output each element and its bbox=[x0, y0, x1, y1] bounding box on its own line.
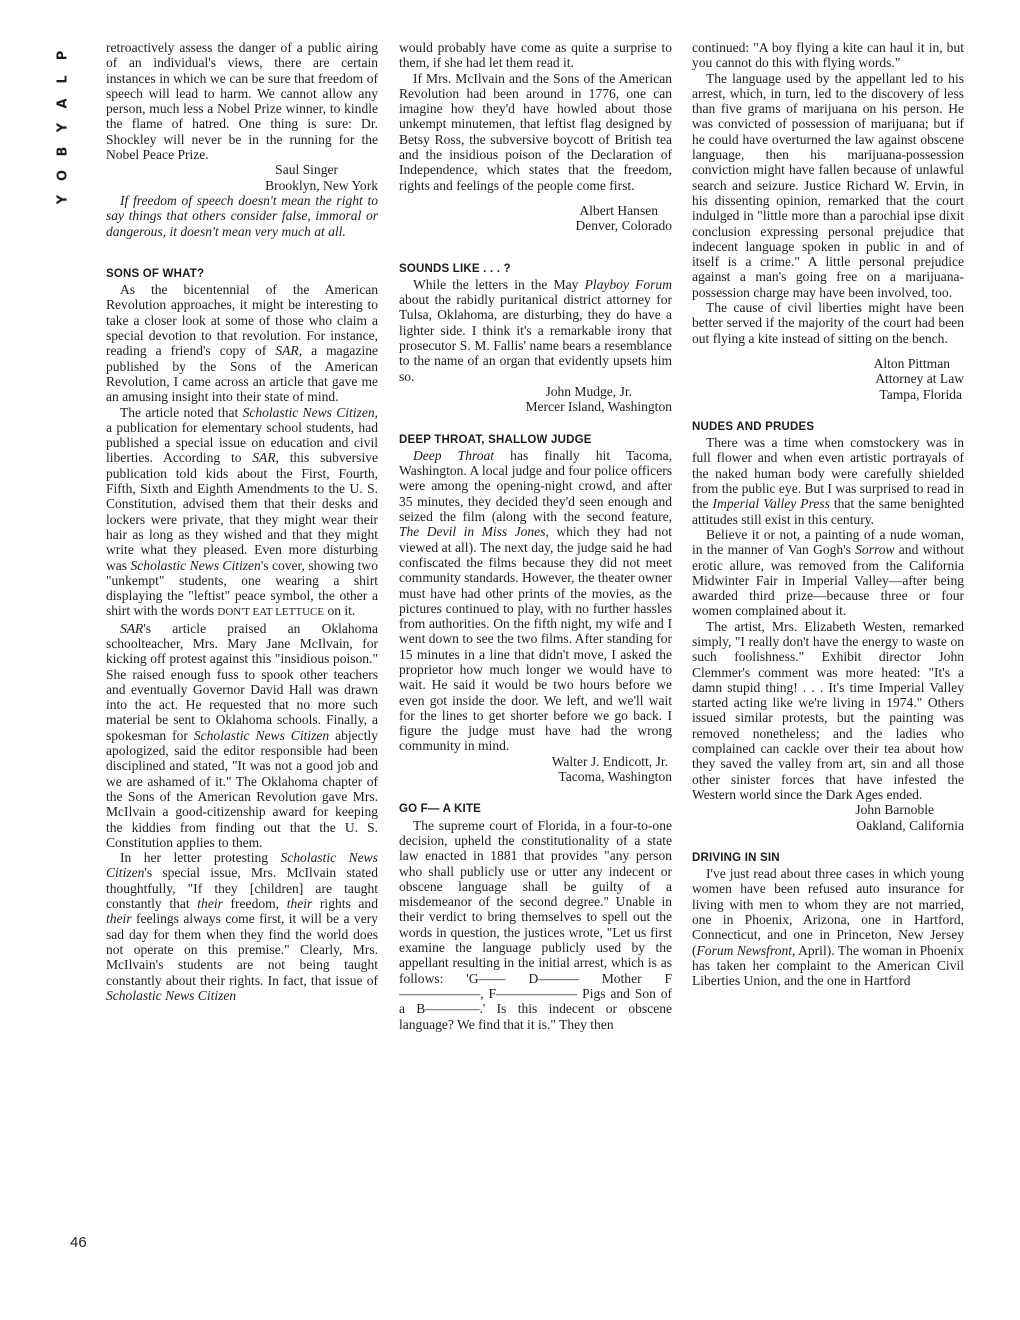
signature-name: Albert Hansen bbox=[579, 202, 658, 218]
runner-letter: P bbox=[55, 50, 71, 61]
letter-paragraph: Believe it or not, a painting of a nude woman, in the manner of Van Gogh's Sorrow and without erotic allure, was removed from the California Midwinter Fair in Imperial Valley—after being awarded third prize—because three or four women complained about it. bbox=[692, 526, 965, 619]
letter-paragraph: retroactively assess the danger of a public airing of an individual's views, there are certain instances in which we can be sure that freedom of speech will lead to harm. We cannot allow any person, much less a Nobel Prize winner, to kindle the flame of hatred. One thing is sure: Dr. Shockley will never be in the running for the Nobel Peace Prize. bbox=[106, 40, 378, 163]
editor-reply: If freedom of speech doesn't mean the right to say things that others consider false, immoral or dangerous, it doesn't mean very much at all. bbox=[106, 192, 378, 239]
section-heading: DEEP THROAT, SHALLOW JUDGE bbox=[399, 433, 592, 446]
signature-place: Brooklyn, New York bbox=[265, 177, 378, 193]
signature-name: Walter J. Endicott, Jr. bbox=[551, 753, 668, 769]
letter-paragraph: In her letter protesting Scholastic News Citizen's special issue, Mrs. McIlvain stated thoughtfully, "If they [children] are taught constantly that their freedom, their rights and their feelings always come first, it will be a very sad day for them when they find the world does not operate on this premise." Clearly, Mrs. McIlvain's students are not being taught constantly about their rights. In fact, that issue of Scholastic News Citizen bbox=[106, 850, 378, 1003]
letter-paragraph: Deep Throat has finally hit Tacoma, Washington. A local judge and four police officers were among the opening-night crowd, and after 35 minutes, they decided they'd seen enough and seized the film (along with the second feature, The Devil in Miss Jones, which they had not viewed at all). The next day, the judge said he had confiscated the films because they did not meet community standards. However, the theater owner must have had other prints of the movies, as the pictures continued to play, with no further hassles from authorities. On the fifth night, my wife and I went down to see the two films. After standing for 15 minutes in a line that didn't move, I asked the proprietor how much longer we would have to wait. He said it would be two hours before we even got inside the door. We left, and we'll wait for the lines to get shorter before we go back. I figure the judge must have had the wrong community in mind. bbox=[399, 447, 673, 754]
letter-paragraph: While the letters in the May Playboy Forum about the rabidly puritanical district attorney for Tulsa, Oklahoma, are disturbing, they do have a lighter side. I think it's a remarkable irony that prosecutor S. M. Fallis' name bears a resemblance to the name of an organ that evidently upsets him so. bbox=[399, 276, 672, 384]
runner-letter: Y bbox=[55, 122, 71, 133]
letter-paragraph: I've just read about three cases in which young women have been refused auto insurance for living with men to whom they are not married, one in Phoenix, Arizona, one in Hartford, Connecticut, and one in Princeton, New Jersey (Forum Newsfront, April). The woman in Phoenix has taken her complaint to the American Civil Liberties Union, and the one in Hartford bbox=[692, 866, 964, 989]
column-3 bbox=[692, 40, 964, 989]
signature-place: Oakland, California bbox=[856, 817, 964, 833]
signature-place: Denver, Colorado bbox=[575, 218, 672, 234]
running-head-vertical bbox=[56, 48, 76, 208]
letter-paragraph: As the bicentennial of the American Revolution approaches, it might be interesting to take a closer look at some of those who claim a special devotion to that revolution. For instance, reading a friend's copy of SAR, a magazine published by the Sons of the American Revolution, I came across an article that gave me an amusing insight into their state of mind. bbox=[106, 282, 379, 405]
signature-name: Saul Singer bbox=[275, 162, 338, 178]
runner-letter: O bbox=[55, 169, 71, 182]
column-1 bbox=[106, 40, 378, 1003]
signature-name: John Mudge, Jr. bbox=[545, 383, 632, 399]
letter-paragraph: continued: "A boy flying a kite can haul it in, but you cannot do this with flying words." bbox=[692, 40, 964, 71]
letter-paragraph: SAR's article praised an Oklahoma schoolteacher, Mrs. Mary Jane McIlvain, for kicking off protest against this "insidious poison." She raised enough fuss to spook other teachers and eventually Governor David Hall was drawn into the act. He requested that no more such material be sent to Oklahoma schools. Finally, a spokesman for Scholastic News Citizen abjectly apologized, said the editor responsible had been disciplined and stated, "It was not a good job and we are ashamed of it." The Oklahoma chapter of the Sons of the American Revolution gave Mrs. McIlvain a good-citizenship award for keeping the kiddies from finding out that the U. S. Constitution applies to them. bbox=[106, 620, 379, 850]
section-heading: GO F— A KITE bbox=[399, 803, 482, 816]
letter-paragraph: If Mrs. McIlvain and the Sons of the American Revolution had been around in 1776, one can imagine how they'd have howled about those unkempt minutemen, that leftist flag designed by Betsy Ross, the subversive boycott of British tea and the insidious poison of the Declaration of Independence, which states that the freedom, rights and feelings of the people come first. bbox=[399, 70, 672, 193]
column-2 bbox=[399, 40, 672, 1032]
letter-paragraph: The cause of civil liberties might have been better served if the majority of the court had been out flying a kite instead of sitting on the bench. bbox=[692, 300, 964, 346]
letter-paragraph: The artist, Mrs. Elizabeth Westen, remarked simply, "I really don't have the energy to waste on such foolishness." Exhibit director John Clemmer's comment was more heated: "It's a damn stupid thing! . . . It's time Imperial Valley started acting like we're living in 1974." Others issued similar protests, but the painting was removed nonetheless; and the ladies who complained can cackle over their tea about how they saved the valley from art, sin and all those other sinister forces that have infested the Western world since the Dark Ages ended. bbox=[692, 618, 964, 802]
letter-paragraph: would probably have come as quite a surprise to them, if she had let them read it. bbox=[399, 40, 672, 71]
signature-name: Alton Pittman bbox=[873, 355, 950, 371]
runner-letter: L bbox=[55, 75, 71, 84]
runner-letter: B bbox=[55, 146, 71, 157]
signature-place: Mercer Island, Washington bbox=[525, 399, 672, 415]
letter-paragraph: There was a time when comstockery was in full flower and when even artistic portrayals of the naked human body were carefully shielded from the public eye. But I was surprised to read in the Imperial Valley Press that the same benighted attitudes still exist in this century. bbox=[692, 435, 964, 527]
signature-place: Tampa, Florida bbox=[879, 386, 962, 402]
section-heading: SONS OF WHAT? bbox=[106, 267, 205, 280]
section-heading: NUDES AND PRUDES bbox=[692, 420, 815, 433]
page-number: 46 bbox=[70, 1234, 87, 1251]
signature-place: Tacoma, Washington bbox=[558, 769, 672, 785]
runner-letter: A bbox=[55, 98, 71, 109]
signature-name: John Barnoble bbox=[855, 802, 934, 818]
section-heading: DRIVING IN SIN bbox=[692, 851, 780, 864]
letter-paragraph: The article noted that Scholastic News Citizen, a publication for elementary school students, had published a special issue on education and civil liberties. According to SAR, this subversive publication told kids about the First, Fourth, Fifth, Sixth and Eighth Amendments to the U. S. Constitution, advised them that their desks and lockers were private, that they might wear their hair as long as they wished and that they might write what they pleased. Even more disturbing was Scholastic News Citizen's cover, showing two "unkempt" students, one wearing a shirt displaying the "leftist" peace symbol, the other a shirt with the words DON'T EAT LETTUCE on it. bbox=[106, 404, 379, 619]
signature-title: Attorney at Law bbox=[875, 371, 964, 387]
letter-paragraph: The language used by the appellant led to his arrest, which, in turn, led to the discovery of less than five grams of marijuana on his person. He was convicted of possession of marijuana; but if he could have overturned the law against obscene language, then his marijuana-possession conviction might have fallen because of unlawful search and seizure. Justice Richard W. Ervin, in his dissenting opinion, remarked that the court indulged in "little more than a parochial ipse dixit conclusion expressing personal prejudice that indecent language spoken in public in and of itself is a crime." A little personal prejudice against a man's going free on a marijuana-possession charge may have been involved, too. bbox=[692, 70, 964, 300]
runner-letter: Y bbox=[55, 194, 71, 205]
section-heading: SOUNDS LIKE . . . ? bbox=[399, 262, 511, 275]
letter-paragraph: The supreme court of Florida, in a four-to-one decision, upheld the constitutionality of a state law enacted in 1881 that provides "any person who shall publicly use or utter any indecent or obscene language shall be guilty of a misdemeanor of the second degree." Unable in their verdict to bring themselves to spell out the words in question, the justices wrote, "Let us first examine the language publicly used by the appellant resulting in the initial arrest, which is as follows: 'G—— D——— Mother F——————, F—————— Pigs and Son of a B————.' Is this indecent or obscene language? We find that it is." They then bbox=[399, 817, 672, 1032]
